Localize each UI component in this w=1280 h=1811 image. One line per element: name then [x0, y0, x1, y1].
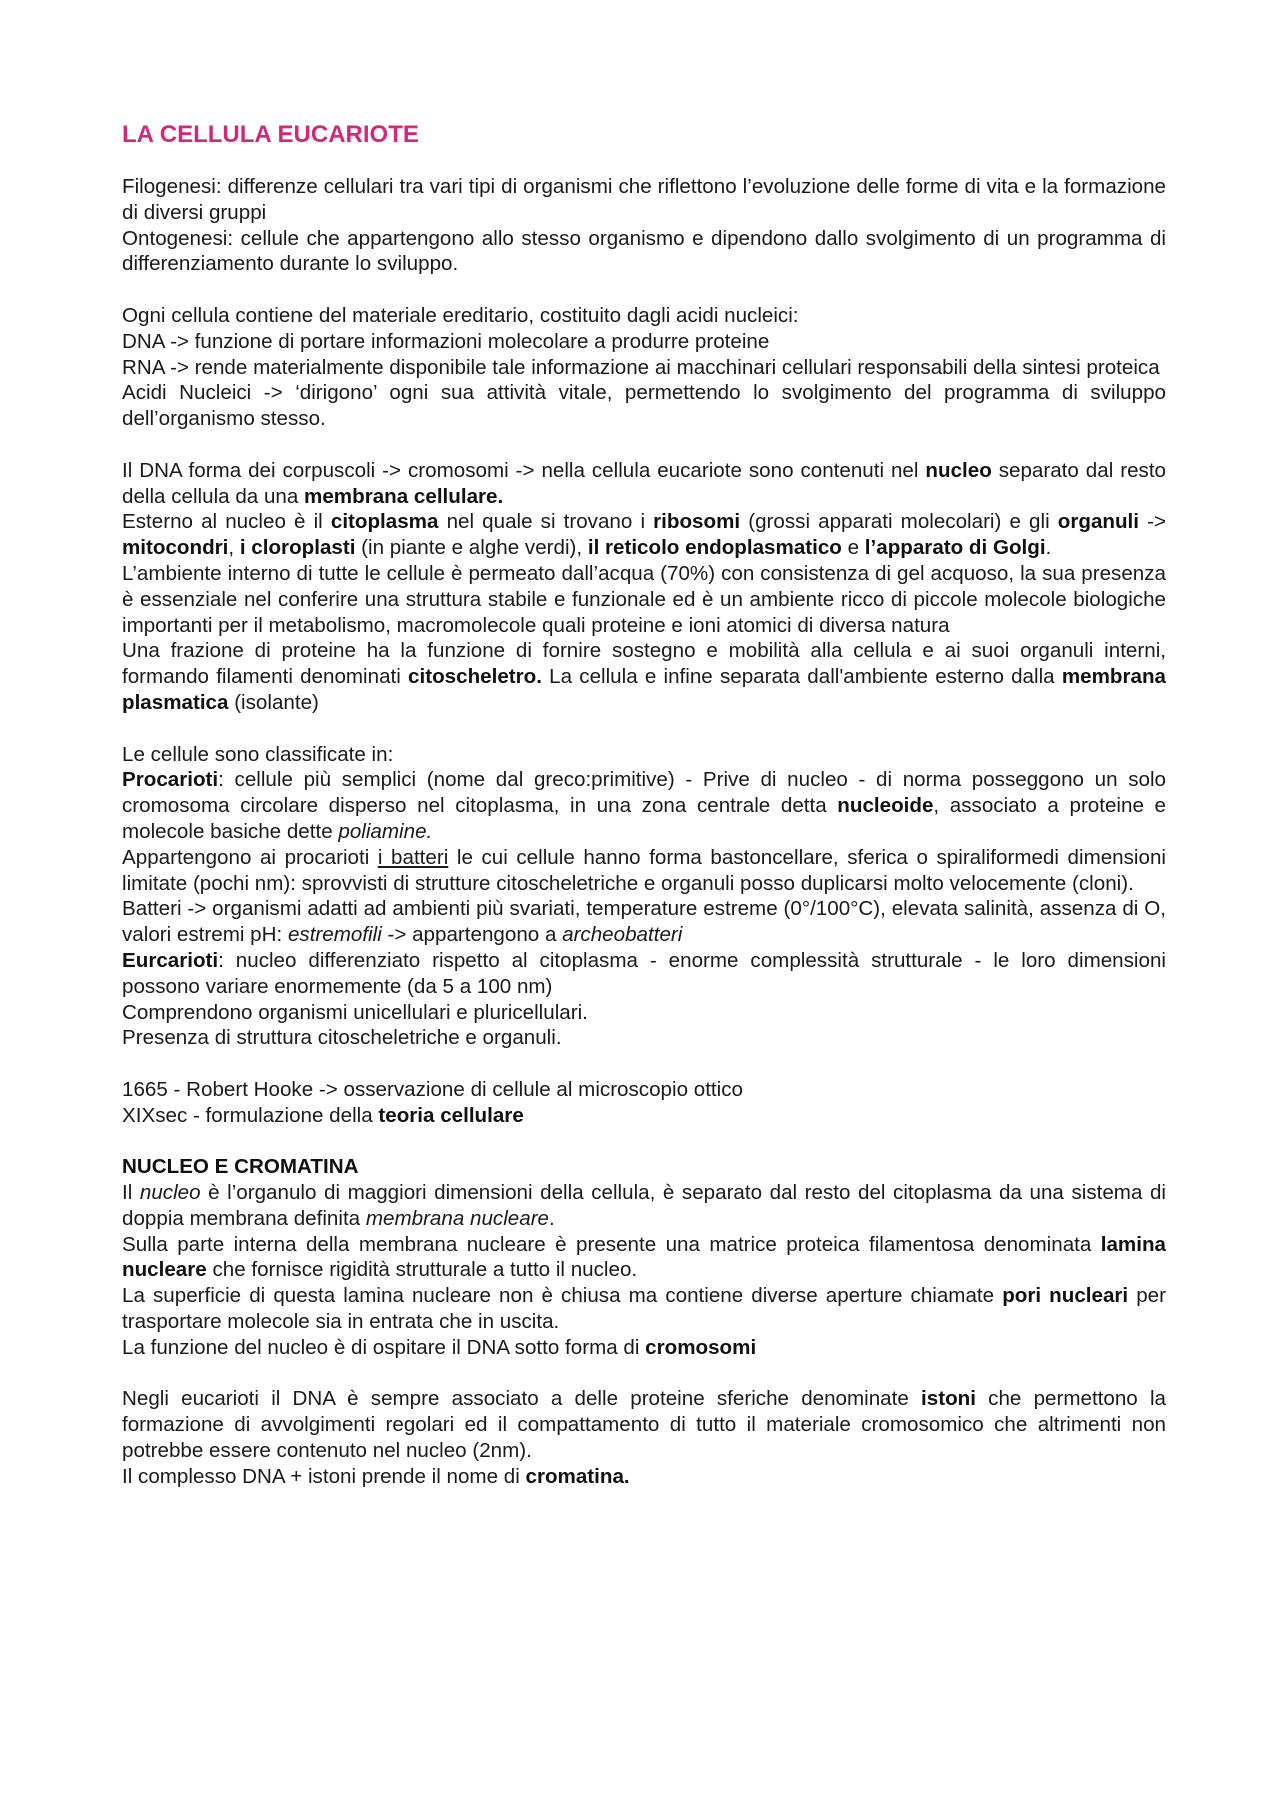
term-nucleoide: nucleoide [837, 794, 934, 818]
cromatina-paragraph: Il complesso DNA + istoni prende il nome di cromatina. [122, 1464, 630, 1488]
spacer [122, 716, 1166, 742]
term-batteri: i batteri [377, 845, 449, 869]
acidi-nucleici-line: Acidi Nucleici -> ‘dirigono’ ogni sua attività vitale, permettendo lo svolgimento del programma di sviluppo dell’organismo stesso. [122, 381, 1166, 431]
term-procarioti: Procarioti [122, 768, 219, 792]
ontogenesi-paragraph: Ontogenesi: cellule che appartengono allo stesso organismo e dipendono dallo svolgimento di un programma di differenziamento durante lo sviluppo. [122, 226, 1166, 276]
page-title: LA CELLULA EUCARIOTE [122, 121, 419, 148]
term-reticolo-endoplasmatico: il reticolo endoplasmatico [587, 536, 842, 560]
spacer [122, 432, 1166, 458]
term-ribosomi: ribosomi [653, 510, 741, 534]
citoscheletro-paragraph: Una frazione di proteine ha la funzione di fornire sostegno e mobilità alla cellula e ai suoi organuli interni, formando filamenti denominati citoscheletro. La cellula e infine separata dall'ambiente esterno dalla membrana plasmatica (isolante) [122, 639, 1166, 714]
term-citoplasma: citoplasma [330, 510, 439, 534]
istoni-paragraph: Negli eucarioti il DNA è sempre associato a delle proteine sferiche denominate istoni che permettono la formazione di avvolgimenti regolari ed il compattamento di tutto il materiale cromosomico che altrimenti non potrebbe essere contenuto nel nucleo (2nm). [122, 1387, 1166, 1463]
ambiente-interno-paragraph: L’ambiente interno di tutte le cellule è permeato dall’acqua (70%) con consistenza di gel acquoso, la sua presenza è essenziale nel conferire una struttura stabile e funzionale ed è un ambiente ricco di piccole molecole biologiche importanti per il metabolismo, macromolecole quali proteine e ioni atomici di diversa natura [122, 561, 1166, 637]
hooke-line: 1665 - Robert Hooke -> osservazione di cellule al microscopio ottico [122, 1077, 743, 1101]
term-apparato-golgi: l’apparato di Golgi [864, 536, 1046, 560]
nucleic-intro: Ogni cellula contiene del materiale ereditario, costituito dagli acidi nucleici: [122, 303, 799, 327]
citoplasma-paragraph: Esterno al nucleo è il citoplasma nel quale si trovano i ribosomi (grossi apparati molecolari) e gli organuli -> mitocondri, i cloroplasti (in piante e alghe verdi), il reticolo endoplasmatico e l’apparato di Golgi. [122, 510, 1166, 560]
term-eucarioti: Eurcarioti [122, 948, 219, 972]
term-membrana-plasmatica: membrana plasmatica [122, 665, 1166, 714]
term-membrana-nucleare: membrana nucleare [365, 1206, 550, 1230]
procarioti-paragraph: Procarioti: cellule più semplici (nome dal greco:primitive) - Prive di nucleo - di norma posseggono un solo cromosoma circolare disperso nel citoplasma, in una zona centrale detta nucleoide, associato a proteine e molecole basiche dette poliamine. [122, 768, 1166, 843]
spacer [122, 1128, 1166, 1154]
term-cromatina: cromatina. [525, 1464, 630, 1488]
term-lamina-nucleare: lamina nucleare [122, 1232, 1166, 1282]
dna-cromosomi-paragraph: Il DNA forma dei corpuscoli -> cromosomi -> nella cellula eucariote sono contenuti nel nucleo separato dal resto della cellula da una membrana cellulare. [122, 458, 1167, 508]
term-nucleo: nucleo [925, 458, 992, 482]
filogenesi-paragraph: Filogenesi: differenze cellulari tra vari tipi di organismi che riflettono l’evoluzione delle forme di vita e la formazione di diversi gruppi [122, 175, 1166, 224]
spacer [122, 1051, 1166, 1077]
estremofili-paragraph: Batteri -> organismi adatti ad ambienti più svariati, temperature estreme (0°/100°C), elevata salinità, assenza di O, valori estremi pH: estremofili -> appartengono a archeobatteri [122, 897, 1166, 947]
rna-line: RNA -> rende materialmente disponibile tale informazione ai macchinari cellulari responsabili della sintesi proteica [122, 355, 1160, 379]
cromosomi-paragraph: La funzione del nucleo è di ospitare il DNA sotto forma di cromosomi [122, 1335, 757, 1359]
term-istoni: istoni [921, 1387, 976, 1411]
eucarioti-paragraph: Eurcarioti: nucleo differenziato rispetto al citoplasma - enorme complessità strutturale - le loro dimensioni possono variare enormemente (da 5 a 100 nm) [122, 948, 1166, 998]
nucleo-paragraph-1: Il nucleo è l’organulo di maggiori dimensioni della cellula, è separato dal resto del citoplasma da una sistema di doppia membrana definita membrana nucleare. [122, 1181, 1166, 1230]
section-heading-nucleo: NUCLEO E CROMATINA [122, 1155, 359, 1179]
term-estremofili: estremofili [287, 923, 382, 947]
classification-intro: Le cellule sono classificate in: [122, 742, 394, 766]
term-pori-nucleari: pori nucleari [1002, 1284, 1129, 1308]
eucarioti-organismi-line: Comprendono organismi unicellulari e pluricellulari. [122, 1000, 588, 1024]
spacer [122, 277, 1166, 303]
term-poliamine: poliamine. [338, 819, 433, 843]
eucarioti-struttura-line: Presenza di struttura citoscheletriche e organuli. [122, 1026, 562, 1050]
batteri-paragraph: Appartengono ai procarioti i batteri le cui cellule hanno forma bastoncellare, sferica o spiraliformedi dimensioni limitate (pochi nm): sprovvisti di strutture citoscheletriche e organuli posso duplicarsi molto velocemente (cloni). [122, 845, 1166, 895]
term-teoria-cellulare: teoria cellulare [378, 1103, 524, 1127]
term-cloroplasti: i cloroplasti [239, 536, 356, 560]
term-archeobatteri: archeobatteri [562, 923, 683, 947]
teoria-cellulare-line: XIXsec - formulazione della teoria cellulare [122, 1103, 524, 1127]
term-cromosomi: cromosomi [645, 1335, 757, 1359]
term-mitocondri: mitocondri [122, 536, 229, 560]
term-citoscheletro: citoscheletro. [408, 665, 542, 689]
term-nucleo-italic: nucleo [139, 1181, 201, 1205]
term-organuli: organuli [1057, 510, 1139, 534]
lamina-nucleare-paragraph: Sulla parte interna della membrana nucleare è presente una matrice proteica filamentosa denominata lamina nucleare che fornisce rigidità strutturale a tutto il nucleo. [122, 1232, 1166, 1282]
pori-nucleari-paragraph: La superficie di questa lamina nucleare non è chiusa ma contiene diverse aperture chiamate pori nucleari per trasportare molecole sia in entrata che in uscita. [122, 1284, 1166, 1334]
term-membrana-cellulare: membrana cellulare. [304, 484, 504, 508]
dna-line: DNA -> funzione di portare informazioni molecolare a produrre proteine [122, 329, 770, 353]
spacer [122, 1361, 1166, 1387]
